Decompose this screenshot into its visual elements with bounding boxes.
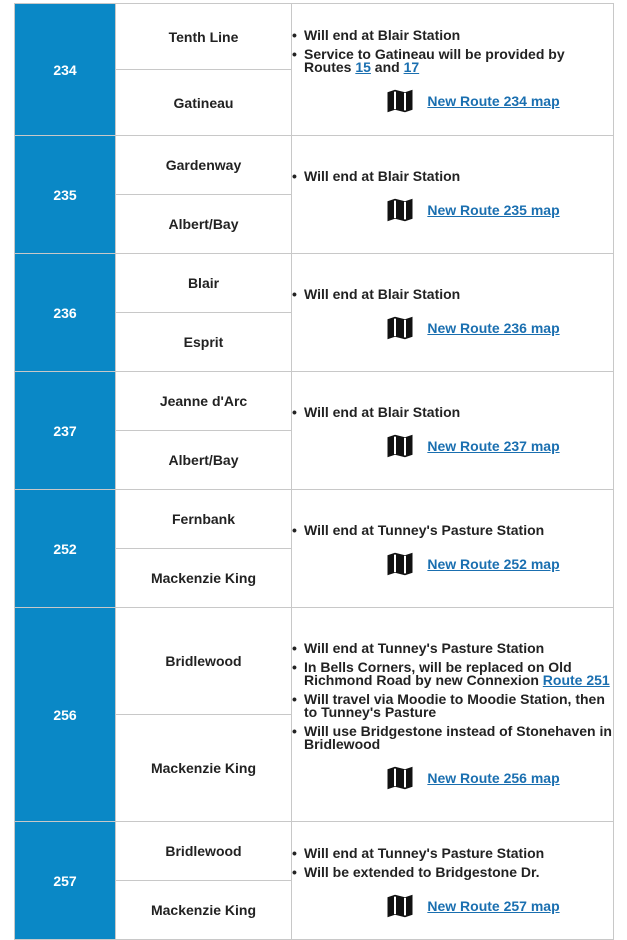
route-notes-list	[292, 406, 613, 419]
route-notes	[292, 136, 614, 254]
route-map-link[interactable]	[332, 763, 613, 793]
route-number: 256	[15, 608, 116, 822]
route-map-label[interactable]: New Route 237 map	[427, 438, 560, 454]
map-icon	[385, 195, 415, 225]
route-destination: Fernbank	[116, 490, 292, 549]
route-notes-list	[292, 29, 613, 74]
route-map-link[interactable]	[332, 86, 613, 116]
route-destination: Mackenzie King	[116, 881, 292, 940]
route-map-link[interactable]	[332, 313, 613, 343]
route-map-label[interactable]: New Route 236 map	[427, 320, 560, 336]
route-note-text: Will end at Tunney's Pasture Station	[304, 844, 545, 861]
route-note-text: In Bells Corners, will be replaced on Old Richmond Road by new Connexion	[304, 659, 572, 688]
route-row	[15, 822, 614, 881]
route-map-link[interactable]	[332, 549, 613, 579]
route-map-link[interactable]	[332, 431, 613, 461]
route-notes	[292, 822, 614, 940]
route-number: 235	[15, 136, 116, 254]
route-note-text: Will end at Blair Station	[304, 404, 461, 420]
route-note	[292, 170, 613, 183]
route-map-label[interactable]: New Route 257 map	[427, 897, 560, 914]
route-row	[15, 254, 614, 313]
route-note-text: Will end at Tunney's Pasture Station	[304, 640, 545, 656]
route-notes-list	[292, 844, 613, 880]
route-note-text: Will be extended to Bridgestone Dr.	[304, 863, 540, 880]
route-note-text: Will use Bridgestone instead of Stonehaven in Bridlewood	[304, 723, 612, 752]
route-number: 257	[15, 822, 116, 940]
route-note	[292, 29, 613, 42]
route-note-text: Will travel via Moodie to Moodie Station, then to Tunney's Pasture	[304, 691, 605, 720]
route-destination: Gatineau	[116, 70, 292, 136]
route-row	[15, 4, 614, 70]
map-icon	[385, 549, 415, 579]
map-icon	[385, 86, 415, 116]
route-map-label[interactable]: New Route 234 map	[427, 93, 560, 109]
route-note-text: Will end at Blair Station	[304, 27, 461, 43]
map-icon	[385, 313, 415, 343]
map-icon	[385, 891, 415, 921]
route-map-link[interactable]	[332, 891, 613, 921]
route-destination: Albert/Bay	[116, 431, 292, 490]
route-link[interactable]: 17	[403, 59, 420, 75]
route-note	[292, 288, 613, 301]
route-note	[292, 725, 613, 751]
route-number: 237	[15, 372, 116, 490]
route-notes	[292, 608, 614, 822]
route-note	[292, 48, 613, 74]
route-notes	[292, 490, 614, 608]
route-note	[292, 693, 613, 719]
route-destination: Bridlewood	[116, 822, 292, 881]
route-note	[292, 844, 613, 861]
route-notes	[292, 254, 614, 372]
route-note-text: Will end at Blair Station	[304, 168, 461, 184]
route-row	[15, 490, 614, 549]
route-destination: Blair	[116, 254, 292, 313]
route-row	[15, 372, 614, 431]
route-destination: Tenth Line	[116, 4, 292, 70]
route-map-label[interactable]: New Route 256 map	[427, 770, 560, 786]
map-icon	[385, 431, 415, 461]
route-destination: Albert/Bay	[116, 195, 292, 254]
route-note	[292, 642, 613, 655]
route-row	[15, 136, 614, 195]
route-changes-table	[14, 3, 614, 940]
route-note	[292, 524, 613, 537]
map-icon	[385, 763, 415, 793]
route-destination: Mackenzie King	[116, 549, 292, 608]
route-note	[292, 863, 613, 880]
route-destination: Mackenzie King	[116, 715, 292, 822]
route-map-link[interactable]	[332, 195, 613, 225]
route-notes-list	[292, 524, 613, 537]
route-note-text: Service to Gatineau will be provided by Routes	[304, 46, 565, 75]
route-destination: Bridlewood	[116, 608, 292, 715]
route-map-label[interactable]: New Route 235 map	[427, 202, 560, 218]
route-notes-list	[292, 288, 613, 301]
route-link[interactable]: 15	[355, 59, 371, 75]
route-notes	[292, 4, 614, 136]
route-notes	[292, 372, 614, 490]
route-number: 252	[15, 490, 116, 608]
route-row	[15, 608, 614, 715]
route-changes-body	[15, 4, 614, 940]
route-number: 236	[15, 254, 116, 372]
route-notes-list	[292, 642, 613, 751]
route-destination: Gardenway	[116, 136, 292, 195]
route-note	[292, 661, 613, 687]
route-note-text: Will end at Blair Station	[304, 286, 461, 302]
route-map-label[interactable]: New Route 252 map	[427, 556, 560, 572]
route-note	[292, 406, 613, 419]
route-link[interactable]: Route 251	[542, 672, 610, 688]
route-notes-list	[292, 170, 613, 183]
route-destination: Jeanne d'Arc	[116, 372, 292, 431]
route-note-text: Will end at Tunney's Pasture Station	[304, 522, 545, 538]
route-note-joiner: and	[370, 59, 404, 75]
route-number: 234	[15, 4, 116, 136]
route-destination: Esprit	[116, 313, 292, 372]
